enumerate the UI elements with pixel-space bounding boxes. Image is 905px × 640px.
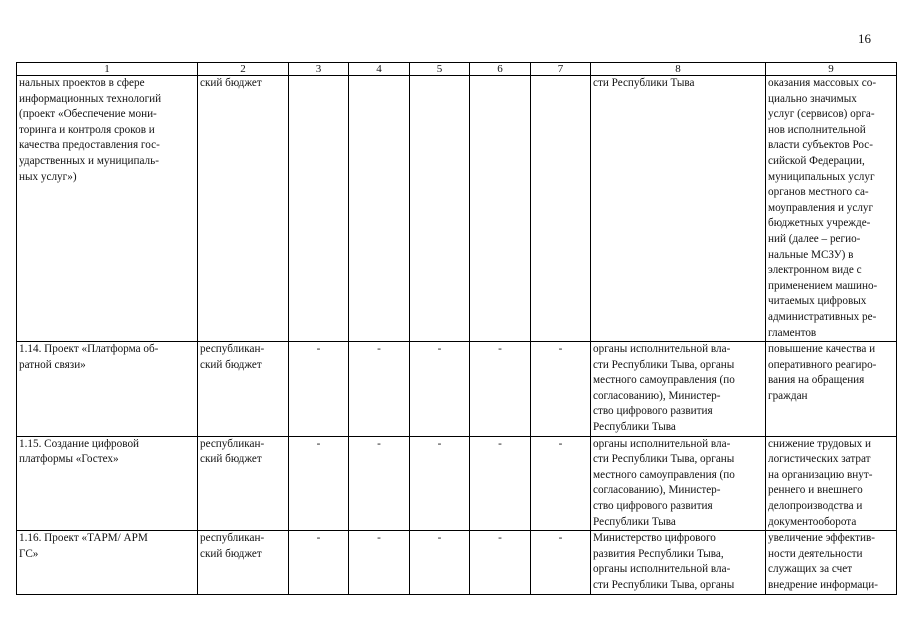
column-header: 7 xyxy=(531,63,591,76)
column-header: 5 xyxy=(410,63,470,76)
value-cell xyxy=(289,76,349,342)
item-description: 1.14. Проект «Платформа об- ратной связи» xyxy=(19,343,159,371)
document-table xyxy=(16,62,897,595)
value-cell: - xyxy=(410,342,470,437)
expected-result: снижение трудовых и логистических затрат на организацию внут- реннего и внешнего делопроизводства и документооборота xyxy=(768,437,873,528)
column-header: 3 xyxy=(289,63,349,76)
value-cell xyxy=(531,76,591,342)
funding-source: республикан- ский бюджет xyxy=(200,343,265,371)
value-cell: - xyxy=(289,531,349,594)
value-cell: - xyxy=(470,531,531,594)
column-header: 2 xyxy=(198,63,289,76)
header-row xyxy=(17,63,897,76)
table-row xyxy=(17,436,897,531)
funding-source: республикан- ский бюджет xyxy=(200,437,265,466)
expected-result: увеличение эффектив- ности деятельности служащих за счет внедрение информаци- xyxy=(768,532,878,591)
value-cell: - xyxy=(289,436,349,531)
responsible-bodies: органы исполнительной вла- сти Республики Тыва, органы местного самоуправления (по согласованию), Министер- ство цифрового развития Республики Тыва xyxy=(593,343,735,434)
column-header: 9 xyxy=(766,63,897,76)
item-description: 1.16. Проект «ТАРМ/ АРМ ГС» xyxy=(19,532,148,560)
value-cell xyxy=(410,76,470,342)
responsible-bodies: сти Республики Тыва xyxy=(593,77,695,89)
item-description: 1.15. Создание цифровой платформы «Гостех» xyxy=(19,437,140,466)
responsible-bodies: Министерство цифрового развития Республики Тыва, органы исполнительной вла- сти Республики Тыва, органы xyxy=(593,532,735,591)
expected-result: повышение качества и оперативного реагиро- вания на обращения граждан xyxy=(768,343,877,402)
item-description: нальных проектов в сфере информационных технологий (проект «Обеспечение мони- торинга и контроля сроков и качества предоставления гос- ударственных и муниципаль- ных услуг») xyxy=(19,77,162,183)
value-cell: - xyxy=(349,342,410,437)
page-number: 16 xyxy=(858,31,871,46)
table-row xyxy=(17,342,897,437)
value-cell xyxy=(470,76,531,342)
value-cell: - xyxy=(531,531,591,594)
table-row xyxy=(17,531,897,594)
table-row xyxy=(17,76,897,342)
value-cell: - xyxy=(470,342,531,437)
value-cell: - xyxy=(470,436,531,531)
value-cell xyxy=(349,76,410,342)
value-cell: - xyxy=(531,436,591,531)
responsible-bodies: органы исполнительной вла- сти Республики Тыва, органы местного самоуправления (по согласованию), Министер- ство цифрового развития Республики Тыва xyxy=(593,437,735,528)
funding-source: республикан- ский бюджет xyxy=(200,532,265,560)
column-header: 6 xyxy=(470,63,531,76)
value-cell: - xyxy=(410,436,470,531)
value-cell: - xyxy=(289,342,349,437)
expected-result: оказания массовых со- циально значимых услуг (сервисов) орга- нов исполнительной власти субъектов Рос- сийской Федерации, муниципальных услуг органов местного са- моуправления и услуг бюджетных учрежде- ний (далее – регио- нальные МСЗУ) в электронном виде с применением машино- читаемых цифровых административных ре- гламентов xyxy=(768,77,878,339)
value-cell: - xyxy=(349,531,410,594)
column-header: 4 xyxy=(349,63,410,76)
funding-source: ский бюджет xyxy=(200,77,262,89)
value-cell: - xyxy=(349,436,410,531)
column-header: 1 xyxy=(17,63,198,76)
value-cell: - xyxy=(410,531,470,594)
column-header: 8 xyxy=(591,63,766,76)
value-cell: - xyxy=(531,342,591,437)
